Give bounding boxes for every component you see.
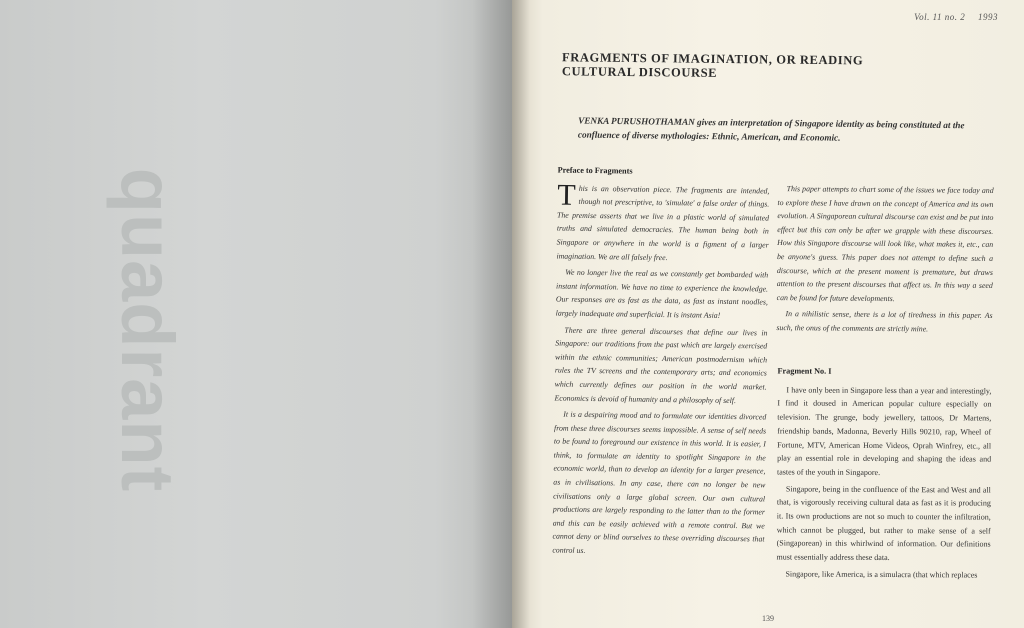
page-number: 139 [762,614,774,623]
gutter-shadow [472,0,512,628]
preface-paragraph: There are three general discourses that define our lives in Singapore: our traditions from the past which are largely exercised within the ethnic communities; American postmodernism which rules the TV screens and the contemporary arts; and economics which currently defines our position in the world market. Economics is devoid of humanity and a philosophy of self. [554,325,768,405]
preface-column [552,164,770,564]
preface-first-text: his is an observation piece. The fragments are intended, though not prescriptive, to 'simulate' a false order of things. The premise asserts that we live in a plastic world of simulated truths and simulated democracies. The human being both in Singapore or anywhere in the world is a figment of a larger imagination. We are all falsely free. [556,183,770,262]
fragment-paragraph: I have only been in Singapore less than a year and interestingly, I find it doused in American popular culture especially on television. The grunge, body jewellery, tattoos, Dr Martens, friendship bands, Madonna, Beverly Hills 90210, rap, Wheel of Fortune, MTV, American Home Videos, Oprah Winfrey, etc., all play an essential role in developing and shaping the ideas and tastes of the youth in Singapore. [776,385,992,477]
folio [914,12,998,22]
preface-paragraph: We no longer live the real as we constantly get bombarded with instant information. We have no time to experience the knowledge. Our responses are as fast as the data, as fast as instant noodles, largely inadequate and superficial. It is instant Asia! [555,267,769,320]
fragment-paragraph: Singapore, like America, is a simulacra (that which replaces [785,569,978,580]
fragment-one-heading: Fragment No. I [777,366,832,376]
fragment-one-column [776,364,991,585]
standfirst: VENKA PURUSHOTHAMAN gives an interpretation of Singapore identity as being constituted at the confluence of diverse mythologies: Ethnic, American, and Economic. [577,115,965,143]
preface-continued-column [776,182,993,339]
folio-volume: Vol. 11 no. 2 [914,12,966,22]
preface-paragraph [556,178,770,266]
folio-year: 1993 [978,12,998,22]
right-page [512,0,1024,628]
article-title: FRAGMENTS OF IMAGINATION, OR READING CULTURAL DISCOURSE [561,50,864,80]
inner-gutter-shadow [512,0,530,628]
preface-heading: Preface to Fragments [557,165,633,176]
quadrant-watermark: quadrant [106,167,189,493]
preface-paragraph: This paper attempts to chart some of the issues we face today and to explore these I have drawn on the concept of America and its own evolution. A Singaporean cultural discourse can exist and be put into effect but this can only be after we grapple with these discourses. How this Singapore discourse will look like, what makes it, etc., can be anyone's guess. This paper does not attempt to define such a discourse, which at the present moment is premature, but draws attention to the present discourses that affect us. In this way a seed can be found for future developments. [776,184,994,303]
fragment-paragraph: Singapore, being in the confluence of the East and West and all that, is vigorously receiving cultural data as fast as it is producing it. Its own productions are not so much to counter the infiltration, which cannot be plugged, but rather to make sense of a self (Singaporean) in this whirlwind of information. Our definitions must essentially address these data. [776,484,991,563]
preface-paragraph: In a nihilistic sense, there is a lot of tiredness in this paper. As such, the onus of the comments are strictly mine. [776,309,993,334]
preface-paragraph: It is a despairing mood and to formulate our identities divorced from these three discourses seems impossible. A sense of self needs to be found to foreground our existence in this world. It is easier, I think, to formulate an identity to spotlight Singapore in the economic world, than to develop an identity for a larger presence, as in civilisations. In any case, there can no longer be new civilisations only a large global screen. Our own cultural productions are largely responding to the latter than to the former and this can be easily achieved with a remote control. But we cannot deny or blind ourselves to these overriding discourses that control us. [552,409,767,555]
drop-cap: T [557,178,576,212]
